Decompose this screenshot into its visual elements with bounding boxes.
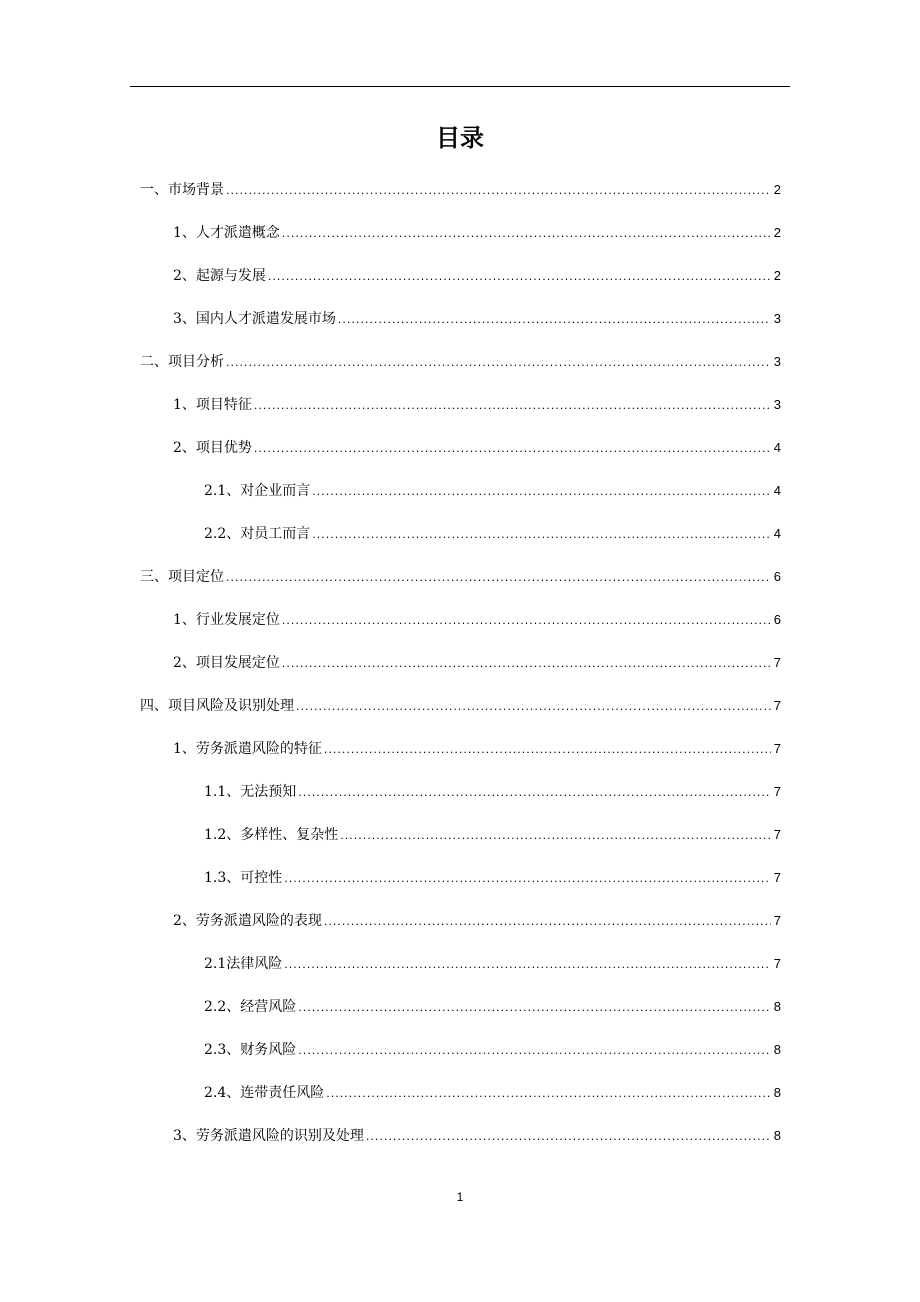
toc-title: 项目分析: [168, 354, 224, 370]
toc-number: 二、: [140, 354, 168, 370]
toc-leader: [326, 1084, 771, 1104]
toc-entry[interactable]: [173, 739, 781, 760]
toc-number: 3、: [173, 311, 196, 327]
toc-page-number: 2: [773, 225, 781, 240]
toc-leader: [226, 353, 771, 373]
toc-entry[interactable]: [204, 954, 781, 975]
toc-title: 人才派遣概念: [195, 225, 280, 241]
toc-title: 劳务派遣风险的识别及处理: [195, 1128, 364, 1144]
toc-number: 2、: [173, 913, 196, 929]
toc-title: 项目发展定位: [195, 655, 280, 671]
toc-number: 2、: [173, 268, 196, 284]
toc-page-number: 3: [773, 311, 781, 326]
toc-page-number: 8: [773, 1085, 781, 1100]
toc-leader: [324, 740, 771, 760]
toc-title: 可控性: [240, 870, 283, 886]
toc-leader: [254, 439, 771, 459]
toc-entry[interactable]: [173, 911, 781, 932]
toc-leader: [296, 697, 771, 717]
toc-number: 1、: [173, 612, 196, 628]
toc-entry[interactable]: [140, 352, 781, 373]
toc-leader: [312, 525, 771, 545]
toc-entry[interactable]: [204, 1040, 781, 1061]
toc-leader: [324, 912, 771, 932]
toc-title: 法律风险: [226, 956, 283, 972]
toc-leader: [284, 955, 771, 975]
toc-number: 1、: [173, 397, 196, 413]
toc-entry[interactable]: [173, 653, 781, 674]
toc-number: 2.3、: [204, 1042, 241, 1058]
toc-entry[interactable]: [204, 825, 781, 846]
toc-title: 项目特征: [195, 397, 252, 413]
toc-title: 财务风险: [240, 1042, 297, 1058]
toc-page-number: 7: [773, 655, 781, 670]
toc-entry[interactable]: [204, 782, 781, 803]
toc-title: 国内人才派遣发展市场: [195, 311, 336, 327]
toc-number: 2.2、: [204, 999, 241, 1015]
toc-title: 多样性、复杂性: [240, 827, 339, 843]
toc-entry[interactable]: [173, 395, 781, 416]
toc-entry[interactable]: [173, 266, 781, 287]
toc-entry[interactable]: [204, 481, 781, 502]
toc-title: 市场背景: [168, 182, 224, 198]
toc-leader: [298, 998, 771, 1018]
toc-number: 四、: [140, 698, 168, 714]
toc-leader: [254, 396, 771, 416]
toc-entry[interactable]: [204, 524, 781, 545]
toc-leader: [226, 568, 771, 588]
toc-number: 三、: [140, 569, 168, 585]
toc-leader: [284, 869, 771, 889]
toc-title: 项目风险及识别处理: [168, 698, 294, 714]
toc-page-number: 4: [773, 526, 781, 541]
toc-leader: [340, 826, 771, 846]
toc-number: 1.2、: [204, 827, 241, 843]
toc-entry[interactable]: [173, 438, 781, 459]
toc-page-number: 3: [773, 397, 781, 412]
toc-title: 行业发展定位: [195, 612, 280, 628]
toc-entry[interactable]: [204, 868, 781, 889]
toc-number: 1、: [173, 741, 196, 757]
toc-title: 起源与发展: [195, 268, 266, 284]
toc-page-number: 8: [773, 1128, 781, 1143]
toc-number: 3、: [173, 1128, 196, 1144]
toc-title: 连带责任风险: [240, 1085, 325, 1101]
toc-page-number: 8: [773, 999, 781, 1014]
toc-page-number: 7: [773, 784, 781, 799]
toc-title: 无法预知: [240, 784, 297, 800]
toc-entry[interactable]: [173, 223, 781, 244]
toc-number: 1.1、: [204, 784, 241, 800]
toc-entry[interactable]: [173, 309, 781, 330]
toc-leader: [312, 482, 771, 502]
toc-leader: [226, 181, 771, 201]
toc-page-number: 7: [773, 698, 781, 713]
toc-title: 劳务派遣风险的特征: [195, 741, 322, 757]
toc-page-number: 6: [773, 612, 781, 627]
toc-page-number: 2: [773, 268, 781, 283]
toc-leader: [282, 654, 771, 674]
toc-page-number: 4: [773, 483, 781, 498]
toc-page-number: 7: [773, 870, 781, 885]
toc-page-number: 4: [773, 440, 781, 455]
toc-number: 1、: [173, 225, 196, 241]
toc-entry[interactable]: [140, 696, 781, 717]
toc-number: 2.4、: [204, 1085, 241, 1101]
toc-number: 2.1: [204, 956, 227, 972]
toc-entry[interactable]: [173, 610, 781, 631]
toc-number: 2、: [173, 440, 196, 456]
toc-page-number: 7: [773, 956, 781, 971]
toc-leader: [282, 224, 771, 244]
toc-title: 对企业而言: [240, 483, 311, 499]
toc-number: 1.3、: [204, 870, 241, 886]
toc-page-number: 3: [773, 354, 781, 369]
toc-leader: [268, 267, 771, 287]
toc-page-number: 7: [773, 827, 781, 842]
toc-number: 2.2、: [204, 526, 241, 542]
toc-leader: [298, 1041, 771, 1061]
toc-number: 2.1、: [204, 483, 241, 499]
toc-page-number: 2: [773, 182, 781, 197]
toc-page-number: 6: [773, 569, 781, 584]
toc-entry[interactable]: [204, 997, 781, 1018]
toc-title: 对员工而言: [240, 526, 311, 542]
page-title: 目录: [436, 124, 484, 152]
toc-title: 项目优势: [195, 440, 252, 456]
toc-title: 经营风险: [240, 999, 297, 1015]
toc-entry[interactable]: [204, 1083, 781, 1104]
toc-title: 劳务派遣风险的表现: [195, 913, 322, 929]
toc-page-number: 8: [773, 1042, 781, 1057]
page-number: 1: [456, 1190, 464, 1204]
toc-leader: [298, 783, 771, 803]
toc-page-number: 7: [773, 913, 781, 928]
toc-entry[interactable]: [140, 180, 781, 201]
toc-leader: [282, 611, 771, 631]
toc-title: 项目定位: [168, 569, 224, 585]
toc-number: 一、: [140, 182, 168, 198]
toc-number: 2、: [173, 655, 196, 671]
toc-entry[interactable]: [173, 1126, 781, 1147]
toc-entry[interactable]: [140, 567, 781, 588]
toc-page-number: 7: [773, 741, 781, 756]
toc-leader: [338, 310, 771, 330]
toc-leader: [366, 1127, 771, 1147]
